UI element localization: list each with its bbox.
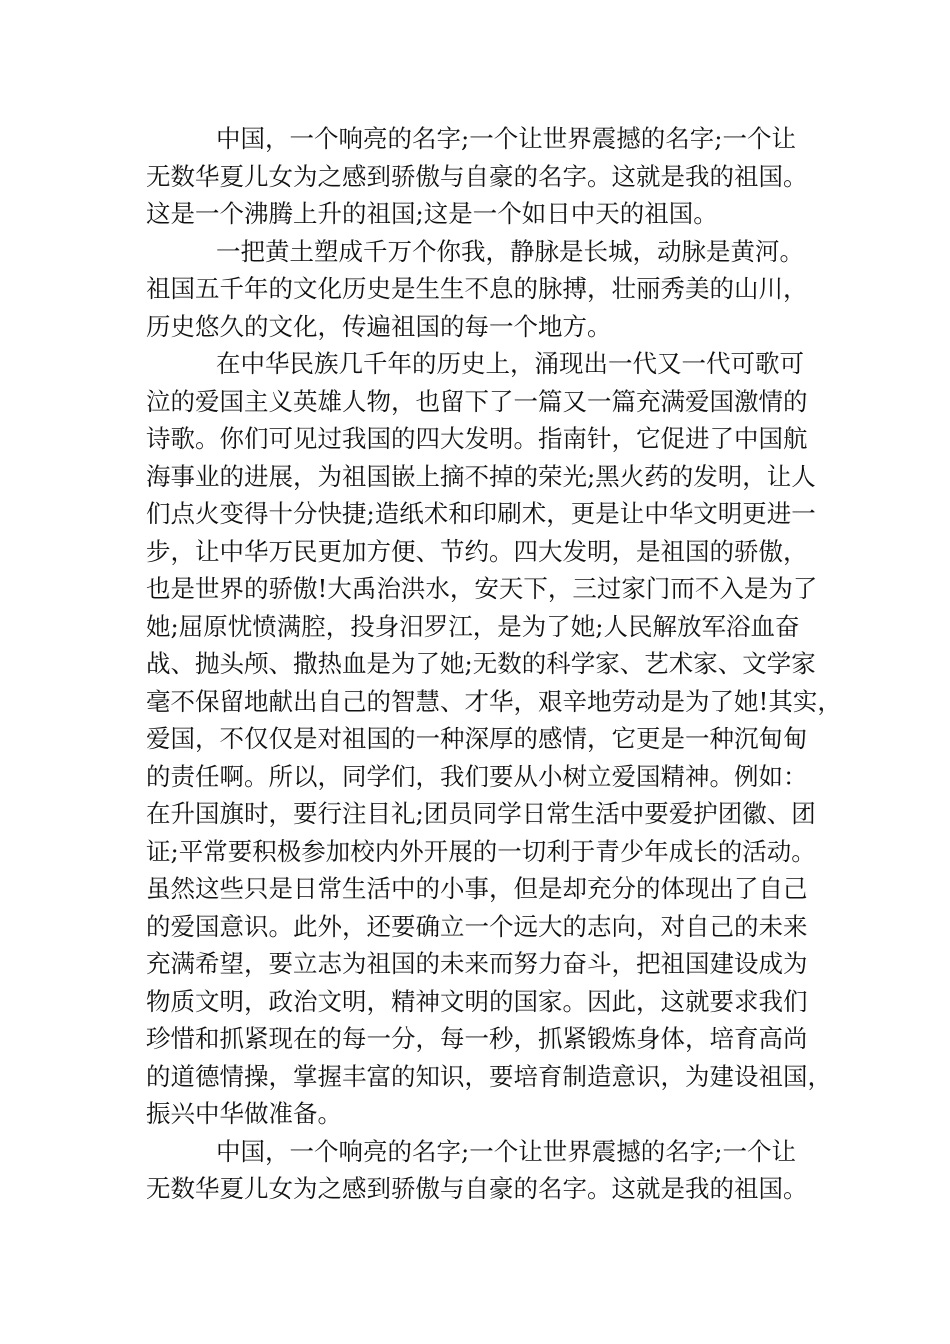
paragraph-line: 的道德情操，掌握丰富的知识，要培育制造意识，为建设祖国， <box>146 1061 832 1091</box>
paragraph-line: 振兴中华做准备。 <box>146 1099 342 1128</box>
paragraph-line: 证;平常要积极参加校内外开展的一切利于青少年成长的活动。 <box>146 836 816 866</box>
paragraph-line: 她;屈原忧愤满腔，投身汨罗江，是为了她;人民解放军浴血奋 <box>146 611 800 641</box>
paragraph-line: 中国，一个响亮的名字;一个让世界震撼的名字;一个让 <box>216 124 797 153</box>
paragraph-line: 在升国旗时，要行注目礼;团员同学日常生活中要爱护团徽、团 <box>146 799 816 828</box>
paragraph-line: 无数华夏儿女为之感到骄傲与自豪的名字。这就是我的祖国。 <box>146 1174 808 1203</box>
paragraph-line: 历史悠久的文化，传遍祖国的每一个地方。 <box>146 311 612 341</box>
paragraph-line: 一把黄土塑成千万个你我，静脉是长城，动脉是黄河。 <box>216 236 804 266</box>
paragraph-line: 虽然这些只是日常生活中的小事，但是却充分的体现出了自己 <box>146 874 808 903</box>
paragraph-2 <box>146 233 826 346</box>
paragraph-line: 物质文明，政治文明，精神文明的国家。因此，这就要求我们 <box>146 986 808 1016</box>
paragraph-line: 海事业的进展，为祖国嵌上摘不掉的荣光;黑火药的发明，让人 <box>146 461 816 491</box>
paragraph-line: 毫不保留地献出自己的智慧、才华，艰辛地劳动是为了她!其实， <box>146 686 842 716</box>
paragraph-line: 中国，一个响亮的名字;一个让世界震撼的名字;一个让 <box>216 1136 797 1166</box>
paragraph-3 <box>146 345 842 1133</box>
paragraph-line: 充满希望，要立志为祖国的未来而努力奋斗，把祖国建设成为 <box>146 949 808 978</box>
paragraph-line: 泣的爱国主义英雄人物，也留下了一篇又一篇充满爱国激情的 <box>146 386 808 416</box>
paragraph-1 <box>146 120 826 233</box>
paragraph-line: 步，让中华万民更加方便、节约。四大发明，是祖国的骄傲， <box>146 536 808 566</box>
paragraph-line: 无数华夏儿女为之感到骄傲与自豪的名字。这就是我的祖国。 <box>146 161 808 191</box>
paragraph-line: 们点火变得十分快捷;造纸术和印刷术，更是让中华文明更进一 <box>146 499 816 528</box>
paragraph-line: 在中华民族几千年的历史上，涌现出一代又一代可歌可 <box>216 349 804 378</box>
document-body <box>146 120 842 1208</box>
paragraph-line: 祖国五千年的文化历史是生生不息的脉搏，壮丽秀美的山川， <box>146 274 808 303</box>
paragraph-4 <box>146 1133 826 1208</box>
paragraph-line: 爱国，不仅仅是对祖国的一种深厚的感情，它更是一种沉甸甸 <box>146 724 808 753</box>
paragraph-line: 珍惜和抓紧现在的每一分，每一秒，抓紧锻炼身体，培育高尚 <box>146 1024 808 1053</box>
paragraph-line: 也是世界的骄傲!大禹治洪水，安天下，三过家门而不入是为了 <box>146 574 818 603</box>
paragraph-line: 诗歌。你们可见过我国的四大发明。指南针，它促进了中国航 <box>146 424 808 453</box>
paragraph-line: 的责任啊。所以，同学们，我们要从小树立爱国精神。例如： <box>146 761 808 791</box>
paragraph-line: 的爱国意识。此外，还要确立一个远大的志向，对自己的未来 <box>146 911 808 941</box>
paragraph-line: 战、抛头颅、撒热血是为了她;无数的科学家、艺术家、文学家 <box>146 649 816 678</box>
paragraph-line: 这是一个沸腾上升的祖国;这是一个如日中天的祖国。 <box>146 199 718 228</box>
